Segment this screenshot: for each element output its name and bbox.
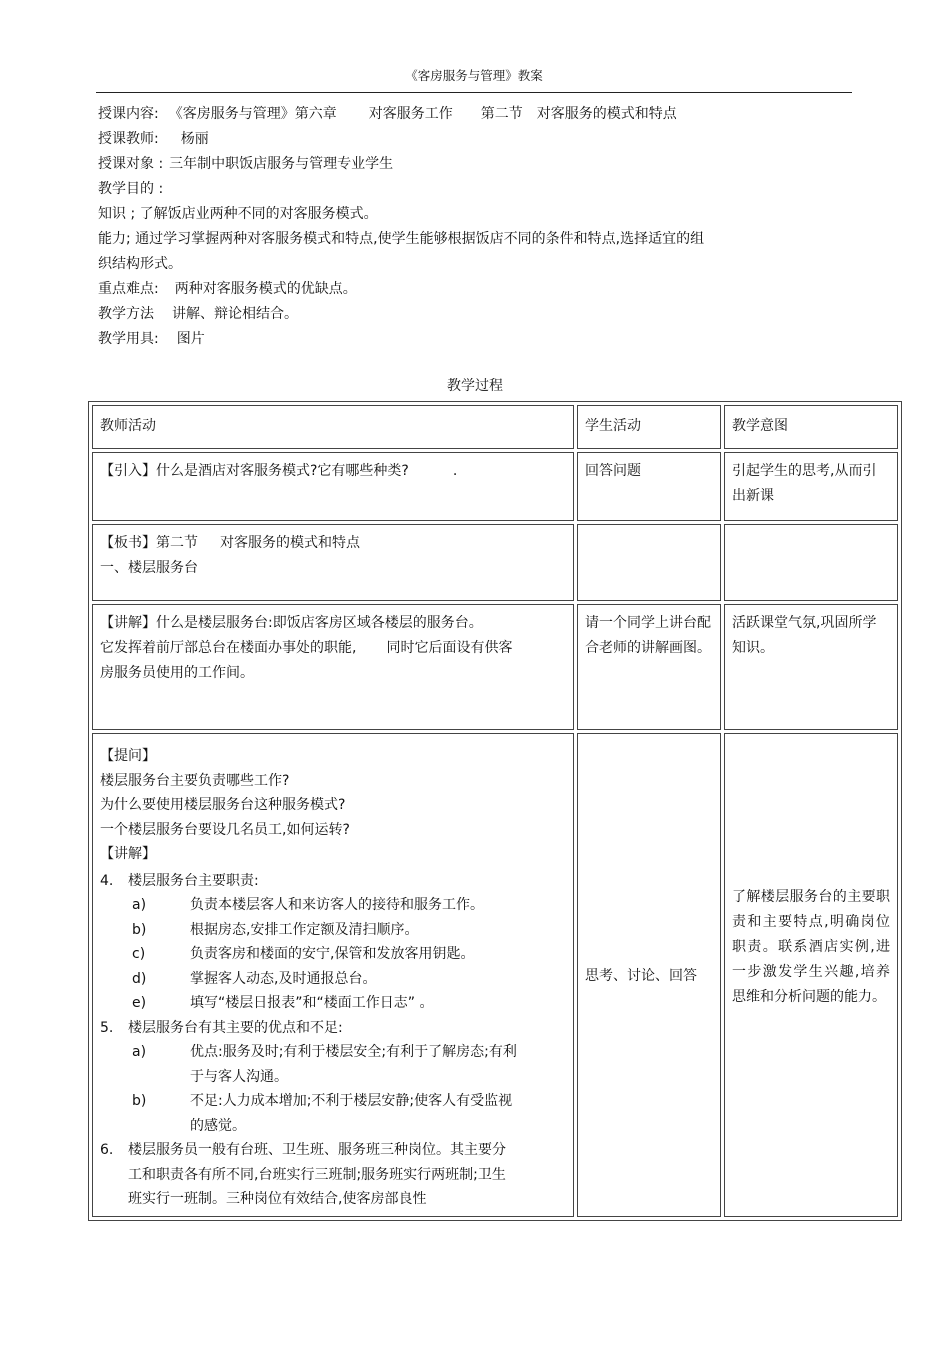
meta-audience [98, 152, 858, 177]
sub-text: 不足:人力成本增加;不利于楼层安静;使客人有受监视的感觉。 [190, 1093, 513, 1134]
key-value: 两种对客服务模式的优缺点。 [174, 281, 357, 297]
row4-line-5: 【讲解】 [100, 846, 156, 862]
teacher-name: 杨丽 [180, 131, 209, 147]
item4-num: 4. [100, 872, 114, 889]
row2-line-1 [100, 531, 566, 556]
meta-teacher [98, 127, 858, 152]
header-student: 学生活动 [577, 405, 721, 449]
row4-line-1: 【提问】 [100, 748, 156, 764]
list-item [100, 869, 566, 894]
method-label: 教学方法 [98, 306, 154, 322]
row1-teacher-dot: . [452, 463, 458, 479]
list-item [100, 991, 566, 1016]
teaching-process-table [88, 401, 902, 1221]
sub-key: d) [132, 970, 147, 987]
row3-teacher [92, 604, 574, 730]
content-chapter: 《客房服务与管理》第六章 [168, 106, 337, 122]
meta-method [98, 302, 858, 327]
row2-board-label: 【板书】第二节 [100, 535, 198, 551]
row3-line-1: 【讲解】什么是楼层服务台:即饭店客房区域各楼层的服务台。 [100, 615, 483, 631]
row1-intent: 引起学生的思考,从而引出新课 [724, 452, 898, 521]
sub-text: 根据房态,安排工作定额及清扫顺序。 [190, 921, 419, 938]
row3-intent: 活跃课堂气氛,巩固所学知识。 [724, 604, 898, 730]
sub-key: b) [132, 921, 147, 938]
list-item [100, 1138, 566, 1212]
sub-text: 优点:服务及时;有利于楼层安全;有利于了解房态;有利于与客人沟通。 [190, 1044, 517, 1085]
list-item [100, 967, 566, 992]
item4-text: 楼层服务台主要职责: [128, 872, 259, 889]
meta-knowledge: 知识 ; 了解饭店业两种不同的对客服务模式。 [98, 206, 378, 222]
content-topic: 对客服务工作 [368, 106, 453, 122]
table-header-row [92, 405, 898, 449]
row2-line-2: 一、楼层服务台 [100, 560, 198, 576]
method-value: 讲解、辩论相结合。 [172, 306, 298, 322]
sub-key: a) [132, 1044, 147, 1060]
audience-label: 授课对象 : [98, 156, 164, 172]
row4-line-2: 楼层服务台主要负责哪些工作? [100, 772, 290, 789]
list-item [100, 942, 566, 967]
meta-tools [98, 327, 858, 352]
list-item [100, 1016, 566, 1041]
row2-student [577, 524, 721, 601]
item5-num: 5. [100, 1019, 114, 1036]
row2-board-title: 对客服务的模式和特点 [220, 535, 360, 551]
page-header [96, 66, 852, 93]
sub-key: c) [132, 946, 146, 962]
header-teacher: 教师活动 [92, 405, 574, 449]
row3-line-2 [100, 636, 566, 661]
row1-teacher-text: 【引入】什么是酒店对客服务模式?它有哪些种类? [100, 463, 409, 479]
row2-teacher [92, 524, 574, 601]
table-row [92, 733, 898, 1217]
content-label: 授课内容: [98, 106, 159, 122]
list-item [100, 1089, 566, 1138]
header-title: 《客房服务与管理》教案 [405, 68, 543, 83]
section-title: 教学过程 [447, 378, 503, 394]
audience-value: 三年制中职饭店服务与管理专业学生 [169, 156, 394, 172]
row4-student-text: 思考、讨论、回答 [585, 968, 697, 985]
row2-intent [724, 524, 898, 601]
sub-key: b) [132, 1093, 147, 1109]
meta-key [98, 277, 858, 302]
meta-goal [98, 177, 858, 202]
table-row [92, 604, 898, 730]
tools-label: 教学用具: [98, 331, 159, 347]
row4-student [577, 733, 721, 1217]
header-intent: 教学意图 [724, 405, 898, 449]
row1-student: 回答问题 [577, 452, 721, 521]
list-item [100, 918, 566, 943]
row4-line-3: 为什么要使用楼层服务台这种服务模式? [100, 797, 346, 813]
row4-line-4: 一个楼层服务台要设几名员工,如何运转? [100, 821, 350, 838]
row3-line-3: 房服务员使用的工作间。 [100, 665, 254, 681]
item6-text: 楼层服务员一般有台班、卫生班、服务班三种岗位。其主要分工和职责各有所不同,台班实行三班制;服务班实行两班制;卫生班实行一班制。三种岗位有效结合,使客房部良性 [128, 1142, 506, 1207]
row4-intent-text: 了解楼层服务台的主要职责和主要特点,明确岗位职责。联系酒店实例,进一步激发学生兴趣,培养思维和分析问题的能力。 [732, 889, 890, 1006]
key-label: 重点难点: [98, 281, 159, 297]
meta-content [98, 102, 858, 127]
row3-line-2b: 同时它后面设有供客 [386, 640, 513, 656]
content-section: 第二节 [480, 106, 523, 122]
teacher-label: 授课教师: [98, 131, 159, 147]
sub-key: a) [132, 897, 147, 913]
goal-label: 教学目的 : [98, 181, 164, 197]
meta-ability-2: 织结构形式。 [98, 256, 182, 272]
item5-text: 楼层服务台有其主要的优点和不足: [128, 1019, 343, 1036]
sub-text: 负责本楼层客人和来访客人的接待和服务工作。 [190, 897, 484, 913]
row3-line-2a: 它发挥着前厅部总台在楼面办事处的职能, [100, 640, 357, 656]
sub-text: 填写“楼层日报表”和“楼面工作日志” 。 [190, 995, 434, 1011]
sub-text: 负责客房和楼面的安宁,保管和发放客用钥匙。 [190, 946, 475, 962]
row4-intent [724, 733, 898, 1217]
row1-teacher [92, 452, 574, 521]
tools-value: 图片 [176, 331, 205, 347]
table-row [92, 452, 898, 521]
sub-key: e) [132, 995, 147, 1011]
list-item [100, 1040, 566, 1089]
row3-student: 请一个同学上讲台配合老师的讲解画图。 [577, 604, 721, 730]
sub-text: 掌握客人动态,及时通报总台。 [190, 970, 377, 987]
item6-num: 6. [100, 1142, 114, 1158]
list-item [100, 893, 566, 918]
meta-ability-1: 能力; 通过学习掌握两种对客服务模式和特点,使学生能够根据饭店不同的条件和特点,选择适宜的组 [98, 231, 705, 247]
content-title: 对客服务的模式和特点 [536, 106, 677, 122]
row4-teacher [92, 733, 574, 1217]
lesson-meta [98, 102, 858, 352]
table-row [92, 524, 898, 601]
